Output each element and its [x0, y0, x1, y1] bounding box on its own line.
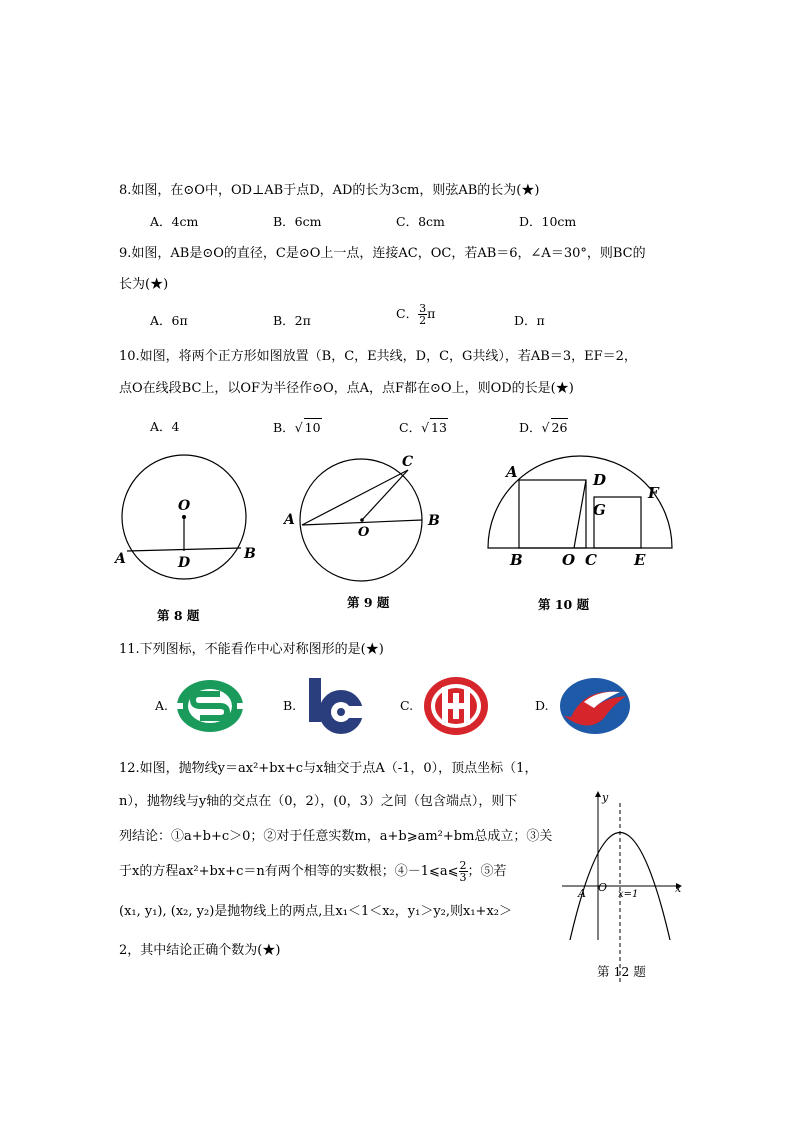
fig10-label-b: B [510, 551, 523, 569]
q12-line2: n），抛物线与y轴的交点在（0，2），(0，3）之间（包含端点），则下 [119, 794, 518, 809]
q8-stem: 8.如图，在⊙O中，OD⊥AB于点D，AD的长为3cm，则弦AB的长为(★) [119, 183, 540, 198]
logo-c-icon [422, 675, 490, 737]
fig9-segment-ac [302, 470, 408, 525]
q12-line3: 列结论：①a+b+c＞0；②对于任意实数m，a+b⩾am²+bm总成立；③关 [119, 829, 553, 844]
logo-a-icon [175, 678, 245, 734]
fig10-label-o: O [562, 551, 576, 569]
q10-option-d: D．√ 26 [519, 420, 568, 435]
fraction-denominator: 2 [419, 314, 427, 327]
fig9-center-dot [360, 518, 364, 522]
q9-stem-line1: 9.如图，AB是⊙O的直径，C是⊙O上一点，连接AC，OC，若AB＝6，∠A＝30°，则BC的 [119, 246, 646, 261]
q10-option-b-radicand: 10 [304, 420, 321, 435]
fig10-caption: 第 10 题 [538, 597, 590, 612]
fig10-label-a: A [506, 463, 518, 481]
logo-d-icon [558, 676, 632, 736]
q10-option-c-radicand: 13 [431, 420, 447, 435]
fig9-segment-oc [362, 470, 408, 520]
q9-option-c-fraction [418, 303, 427, 326]
figure-9 [278, 448, 448, 593]
q10-option-a: A．4 [150, 419, 180, 434]
q12-line4-fraction [459, 860, 468, 883]
fig8-label-b: B [244, 546, 256, 562]
figure-8 [110, 450, 270, 590]
fig8-label-a: A [115, 551, 126, 567]
fig12-label-y: y [602, 791, 609, 804]
q9-option-c-suffix: π [427, 306, 436, 321]
fraction-numerator: 2 [459, 859, 467, 872]
fig9-label-c: C [402, 454, 414, 470]
q9-option-b: B．2π [273, 313, 311, 328]
fig10-label-g: G [593, 501, 606, 519]
fig9-label-a: A [284, 512, 295, 528]
fig12-label-x: x [675, 882, 682, 895]
fig12-label-a: A [578, 887, 586, 900]
fig10-label-f: F [648, 484, 659, 502]
fig8-label-o: O [178, 498, 191, 514]
q8-option-d: D．10cm [519, 214, 577, 229]
q11-option-d: D. [535, 698, 549, 713]
q12-line4 [119, 860, 507, 883]
q10-stem-line2: 点O在线段BC上，以OF为半径作⊙O，点A，点F都在⊙O上，则OD的长是(★) [119, 381, 574, 396]
q10-option-d-prefix: D． [519, 420, 542, 435]
fig9-label-o: O [358, 525, 370, 540]
fig10-label-e: E [634, 551, 646, 569]
q9-option-c [396, 303, 435, 326]
q9-option-d: D．π [514, 313, 545, 328]
q11-option-b: B. [283, 698, 297, 713]
q9-option-a: A．6π [150, 313, 188, 328]
q10-stem-line1: 10.如图，将两个正方形如图放置（B，C，E共线，D，C，G共线），若AB＝3，EF＝2， [119, 349, 637, 364]
fig8-center-dot [182, 515, 186, 519]
q12-line4-text: 于x的方程ax²+bx+c＝n有两个相等的实数根；④－1⩽a⩽ [119, 864, 459, 879]
q11-option-c: C. [400, 698, 414, 713]
q12-line1: 12.如图，抛物线y＝ax²+bx+c与x轴交于点A（-1，0），顶点坐标（1， [119, 761, 538, 776]
q10-option-b-prefix: B． [273, 420, 295, 435]
q10-option-c-prefix: C． [399, 420, 422, 435]
q8-option-a: A．4cm [150, 214, 199, 229]
q10-option-c: C．√ 13 [399, 420, 447, 435]
fig12-caption: 第 12 题 [597, 964, 646, 979]
fig12-label-o: O [598, 881, 608, 894]
fig12-y-arrow-icon [595, 791, 601, 797]
fig10-segment-od [574, 480, 586, 548]
q12-line5: (x₁, y₁), (x₂, y₂)是抛物线上的两点,且x₁＜1＜x₂，y₁＞y₂,则x₁+x₂＞ [119, 904, 512, 919]
logo-b-icon [305, 676, 367, 736]
q8-option-c: C．8cm [396, 214, 445, 229]
fig8-label-d: D [178, 555, 191, 571]
q10-option-d-radicand: 26 [551, 420, 568, 435]
q10-option-b: B．√ 10 [273, 420, 321, 435]
fraction-denominator: 3 [459, 871, 467, 884]
q11-option-a: A. [155, 698, 169, 713]
q11-stem: 11.下列图标，不能看作中心对称图形的是(★) [119, 642, 384, 657]
q12-line6: 2，其中结论正确个数为(★) [119, 943, 281, 958]
figure-10 [478, 455, 683, 575]
fig10-label-d: D [593, 471, 607, 489]
q8-option-b: B．6cm [273, 214, 322, 229]
fig10-label-c: C [585, 551, 597, 569]
fig8-caption: 第 8 题 [157, 608, 200, 623]
fig12-label-axis: x=1 [618, 889, 639, 900]
fraction-numerator: 3 [419, 302, 427, 315]
q9-option-c-prefix: C． [396, 306, 419, 321]
q12-line4-tail: ；⑤若 [467, 864, 507, 879]
fig9-label-b: B [428, 513, 440, 529]
fig9-caption: 第 9 题 [347, 595, 390, 610]
figure-12 [558, 785, 688, 990]
q9-stem-line2: 长为(★) [119, 277, 169, 292]
